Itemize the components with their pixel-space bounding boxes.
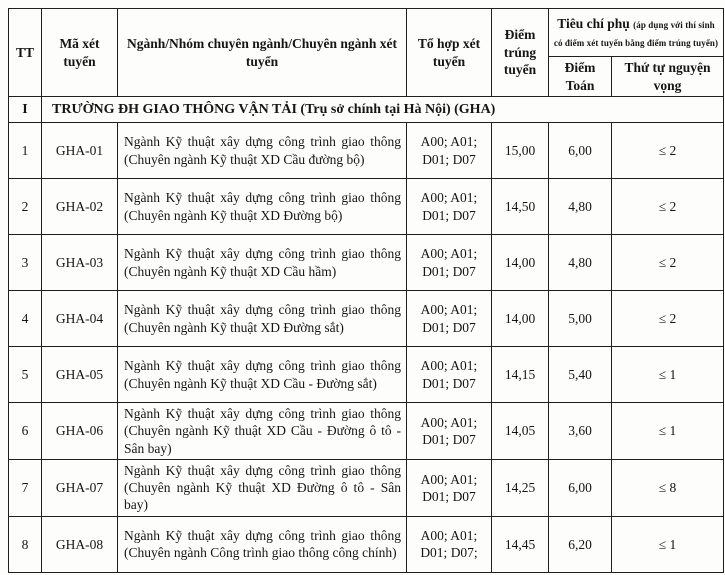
table-row <box>9 403 724 460</box>
cell-math-score: 6,00 <box>549 123 612 179</box>
cell-score: 14,00 <box>492 235 549 291</box>
cell-tt: 1 <box>9 123 42 179</box>
cell-math-score: 6,00 <box>549 459 612 516</box>
cell-code: GHA-06 <box>42 403 118 460</box>
cell-major: Ngành Kỹ thuật xây dựng công trình giao thông (Chuyên ngành Kỹ thuật XD Cầu đường bộ) <box>118 123 407 179</box>
cell-major: Ngành Kỹ thuật xây dựng công trình giao thông (Chuyên ngành Kỹ thuật XD Cầu hầm) <box>118 235 407 291</box>
cell-major: Ngành Kỹ thuật xây dựng công trình giao thông (Chuyên ngành Kỹ thuật XD Đường bộ) <box>118 179 407 235</box>
table-row <box>9 347 724 403</box>
cell-wish-order: ≤ 1 <box>612 347 724 403</box>
table-row <box>9 235 724 291</box>
cell-major: Ngành Kỹ thuật xây dựng công trình giao thông (Chuyên ngành Kỹ thuật XD Đường ô tô - Sân bay) <box>118 459 407 516</box>
cell-major: Ngành Kỹ thuật xây dựng công trình giao thông (Chuyên ngành Kỹ thuật XD Cầu - Đường ô tô - Sân bay) <box>118 403 407 460</box>
header-wish-order: Thứ tự nguyện vọng <box>612 57 724 97</box>
section-index: I <box>9 97 42 123</box>
cell-score: 14,25 <box>492 459 549 516</box>
header-major: Ngành/Nhóm chuyên ngành/Chuyên ngành xét tuyển <box>118 9 407 97</box>
cell-combo: A00; A01; D01; D07 <box>407 403 492 460</box>
cell-combo: A00; A01; D01; D07 <box>407 179 492 235</box>
cell-tt: 5 <box>9 347 42 403</box>
cell-code: GHA-03 <box>42 235 118 291</box>
cell-tt: 8 <box>9 516 42 572</box>
cell-wish-order: ≤ 1 <box>612 403 724 460</box>
cell-wish-order: ≤ 2 <box>612 123 724 179</box>
cell-score: 14,50 <box>492 179 549 235</box>
cell-wish-order: ≤ 2 <box>612 235 724 291</box>
secondary-criteria-note: (áp dụng với thí sinh có điểm xét tuyển bằng điểm trúng tuyển) <box>553 19 719 48</box>
header-math-score: Điểm Toán <box>549 57 612 97</box>
header-admission-score: Điểm trúng tuyển <box>492 9 549 97</box>
table-row <box>9 291 724 347</box>
header-tt: TT <box>9 9 42 97</box>
secondary-criteria-title: Tiêu chí phụ <box>557 15 634 31</box>
cell-code: GHA-04 <box>42 291 118 347</box>
cell-combo: A00; A01; D01; D07; <box>407 516 492 572</box>
cell-tt: 7 <box>9 459 42 516</box>
cell-math-score: 5,40 <box>549 347 612 403</box>
header-subject-combination: Tổ hợp xét tuyển <box>407 9 492 97</box>
header-row-top <box>9 9 724 57</box>
cell-wish-order: ≤ 8 <box>612 459 724 516</box>
header-admission-code: Mã xét tuyển <box>42 9 118 97</box>
cell-math-score: 4,80 <box>549 235 612 291</box>
cell-wish-order: ≤ 2 <box>612 291 724 347</box>
cell-math-score: 6,20 <box>549 516 612 572</box>
table-row <box>9 179 724 235</box>
cell-score: 14,45 <box>492 516 549 572</box>
admission-score-table <box>8 8 724 573</box>
cell-wish-order: ≤ 2 <box>612 179 724 235</box>
cell-tt: 2 <box>9 179 42 235</box>
cell-score: 14,15 <box>492 347 549 403</box>
cell-math-score: 3,60 <box>549 403 612 460</box>
section-row <box>9 97 724 123</box>
cell-math-score: 5,00 <box>549 291 612 347</box>
cell-tt: 6 <box>9 403 42 460</box>
cell-major: Ngành Kỹ thuật xây dựng công trình giao thông (Chuyên ngành Kỹ thuật XD Đường sắt) <box>118 291 407 347</box>
cell-combo: A00; A01; D01; D07 <box>407 235 492 291</box>
cell-combo: A00; A01; D01; D07 <box>407 291 492 347</box>
cell-score: 14,05 <box>492 403 549 460</box>
table-row <box>9 123 724 179</box>
cell-tt: 4 <box>9 291 42 347</box>
cell-code: GHA-05 <box>42 347 118 403</box>
cell-score: 14,00 <box>492 291 549 347</box>
cell-wish-order: ≤ 1 <box>612 516 724 572</box>
cell-code: GHA-08 <box>42 516 118 572</box>
table-row <box>9 516 724 572</box>
cell-score: 15,00 <box>492 123 549 179</box>
cell-tt: 3 <box>9 235 42 291</box>
cell-combo: A00; A01; D01; D07 <box>407 347 492 403</box>
cell-math-score: 4,80 <box>549 179 612 235</box>
table-row <box>9 459 724 516</box>
cell-combo: A00; A01; D01; D07 <box>407 123 492 179</box>
cell-major: Ngành Kỹ thuật xây dựng công trình giao thông (Chuyên ngành Công trình giao thông công chính) <box>118 516 407 572</box>
cell-code: GHA-02 <box>42 179 118 235</box>
header-secondary-criteria <box>549 9 724 57</box>
cell-code: GHA-01 <box>42 123 118 179</box>
cell-combo: A00; A01; D01; D07 <box>407 459 492 516</box>
section-title: TRƯỜNG ĐH GIAO THÔNG VẬN TẢI (Trụ sở chính tại Hà Nội) (GHA) <box>42 97 724 123</box>
cell-code: GHA-07 <box>42 459 118 516</box>
cell-major: Ngành Kỹ thuật xây dựng công trình giao thông (Chuyên ngành Kỹ thuật XD Cầu - Đường sắt) <box>118 347 407 403</box>
